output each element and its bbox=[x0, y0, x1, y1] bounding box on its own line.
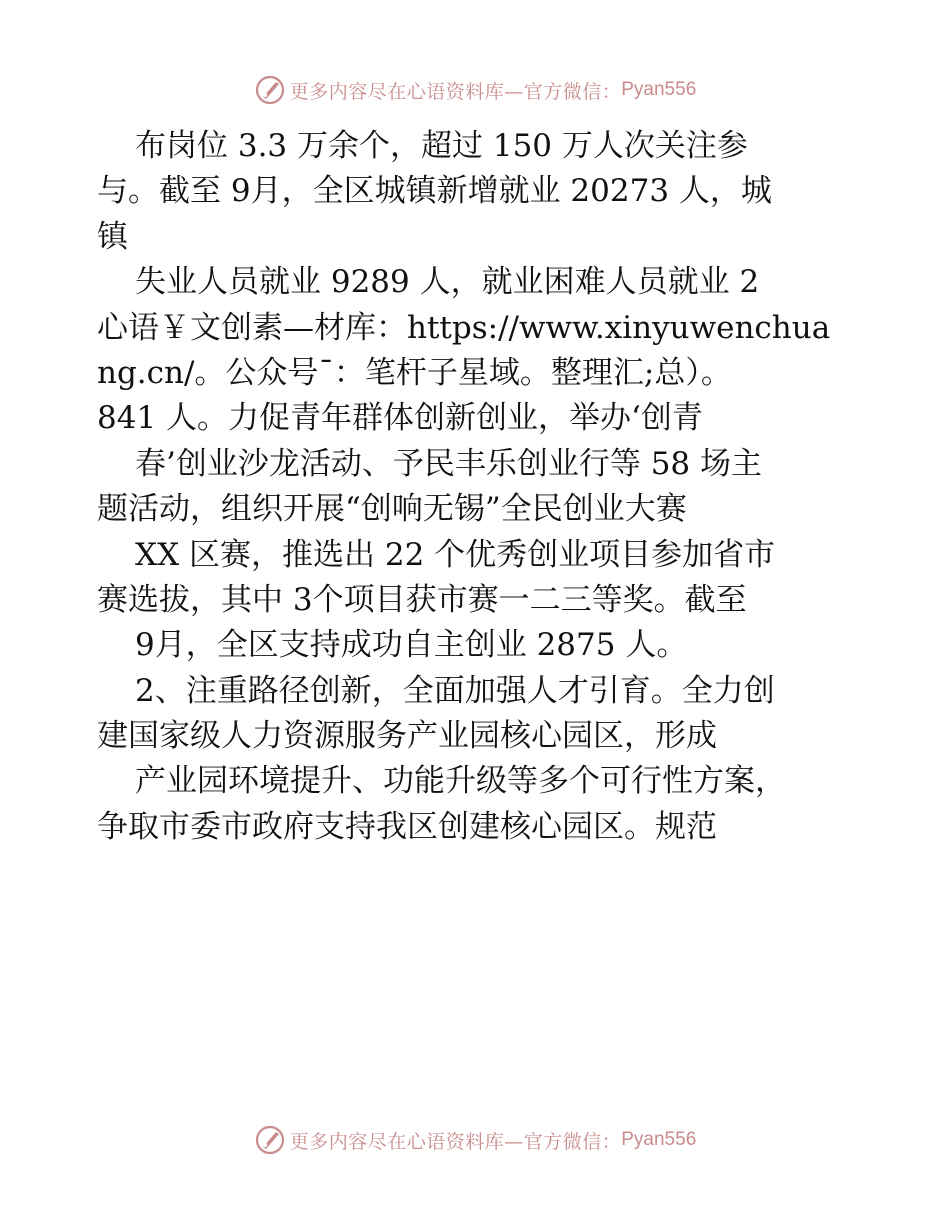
text-line: 题活动，组织开展“创响无锡”全民创业大赛 bbox=[97, 491, 687, 528]
text-line: 9月，全区支持成功自主创业 2875 人。 bbox=[135, 627, 688, 664]
text-line: 建国家级人力资源服务产业园核心园区，形成 bbox=[97, 718, 717, 755]
text-line: 2、注重路径创新，全面加强人才引育。全力创 bbox=[135, 672, 775, 709]
text-line: 布岗位 3.3 万余个，超过 150 万人次关注参 bbox=[135, 128, 748, 164]
watermark-wechat-id: Pyan556 bbox=[621, 1129, 697, 1150]
text-line: 心语￥文创素—材库：https://www.xinyuwenchua bbox=[97, 309, 831, 346]
watermark-text: 更多内容尽在心语资料库—官方微信： bbox=[289, 1130, 622, 1153]
header-watermark bbox=[0, 72, 950, 108]
quill-seal-logo-icon bbox=[254, 1124, 286, 1156]
text-line: 失业人员就业 9289 人，就业困难人员就业 2 bbox=[135, 264, 760, 301]
footer-watermark bbox=[0, 1122, 950, 1158]
text-line: ng.cn/。公众号¯：笔杆子星域。整理汇;总）。 bbox=[97, 354, 732, 391]
quill-seal-logo-icon bbox=[254, 74, 286, 106]
text-line: 与。截至 9月，全区城镇新增就业 20273 人，城 bbox=[97, 173, 772, 210]
text-line: 841 人。力促青年群体创新创业，举办‘创青 bbox=[97, 400, 703, 437]
text-line: XX 区赛，推选出 22 个优秀创业项目参加省市 bbox=[135, 536, 776, 573]
text-line: 镇 bbox=[97, 218, 128, 255]
text-line: 争取市委市政府支持我区创建核心园区。规范 bbox=[97, 808, 717, 845]
watermark-wechat-id: Pyan556 bbox=[621, 79, 697, 100]
text-line: 产业园环境提升、功能升级等多个可行性方案， bbox=[135, 763, 786, 800]
text-line: 赛选拔，其中 3个项目获市赛一二三等奖。截至 bbox=[97, 581, 747, 618]
text-line: 春’创业沙龙活动、予民丰乐创业行等 58 场主 bbox=[135, 445, 763, 482]
document-body bbox=[97, 124, 857, 850]
watermark-text: 更多内容尽在心语资料库—官方微信： bbox=[289, 80, 622, 103]
